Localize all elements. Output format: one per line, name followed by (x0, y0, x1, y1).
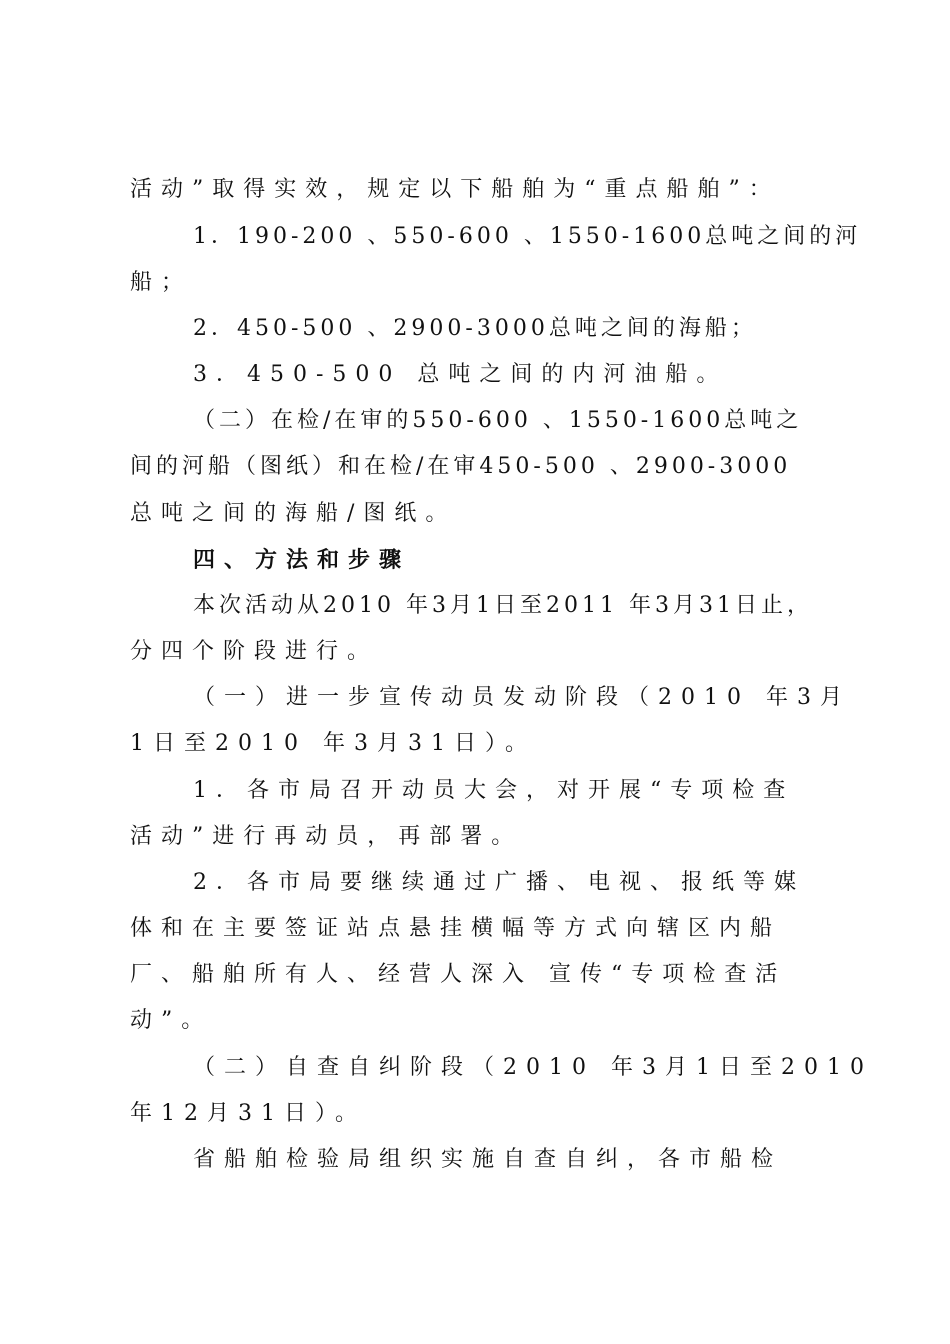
list-item: 1．各市局召开动员大会，对开展“专项检查 (193, 778, 795, 803)
subsection-heading: （二）自查自纠阶段（2010 年3月1日至2010 (193, 1055, 873, 1080)
list-item: 2．450-500 、2900-3000总吨之间的海船； (193, 316, 757, 341)
text-line: 总吨之间的海船/图纸。 (130, 501, 457, 526)
text-line: 体和在主要签证站点悬挂横幅等方式向辖区内船 (130, 916, 782, 941)
subsection-heading: （一）进一步宣传动员发动阶段（2010 年3月 (193, 685, 851, 710)
section-heading: 四、方法和步骤 (193, 547, 411, 573)
text-line: 1日至2010 年3月31日）。 (130, 731, 536, 756)
text-line: 厂、船舶所有人、经营人深入 宣传“专项检查活 (130, 962, 787, 987)
text-line: 年12月31日）。 (130, 1101, 366, 1126)
text-line: 本次活动从2010 年3月1日至2011 年3月31日止， (193, 593, 813, 618)
text-line: 省船舶检验局组织实施自查自纠，各市船检 (193, 1147, 783, 1172)
list-item: 3．450-500 总吨之间的内河油船。 (193, 362, 728, 387)
text-line: （二）在检/在审的550-600 、1550-1600总吨之 (193, 408, 803, 433)
text-line: 活动”进行再动员，再部署。 (130, 824, 523, 849)
text-line: 分四个阶段进行。 (130, 639, 379, 664)
text-line: 动”。 (130, 1008, 213, 1033)
text-line: 间的河船（图纸）和在检/在审450-500 、2900-3000 (130, 454, 792, 479)
list-item: 2．各市局要继续通过广播、电视、报纸等媒 (193, 870, 805, 895)
text-line: 活动”取得实效，规定以下船舶为“重点船舶”： (130, 177, 780, 202)
list-item: 1．190-200 、550-600 、1550-1600总吨之间的河 (193, 224, 862, 249)
text-line: 船； (130, 270, 193, 295)
